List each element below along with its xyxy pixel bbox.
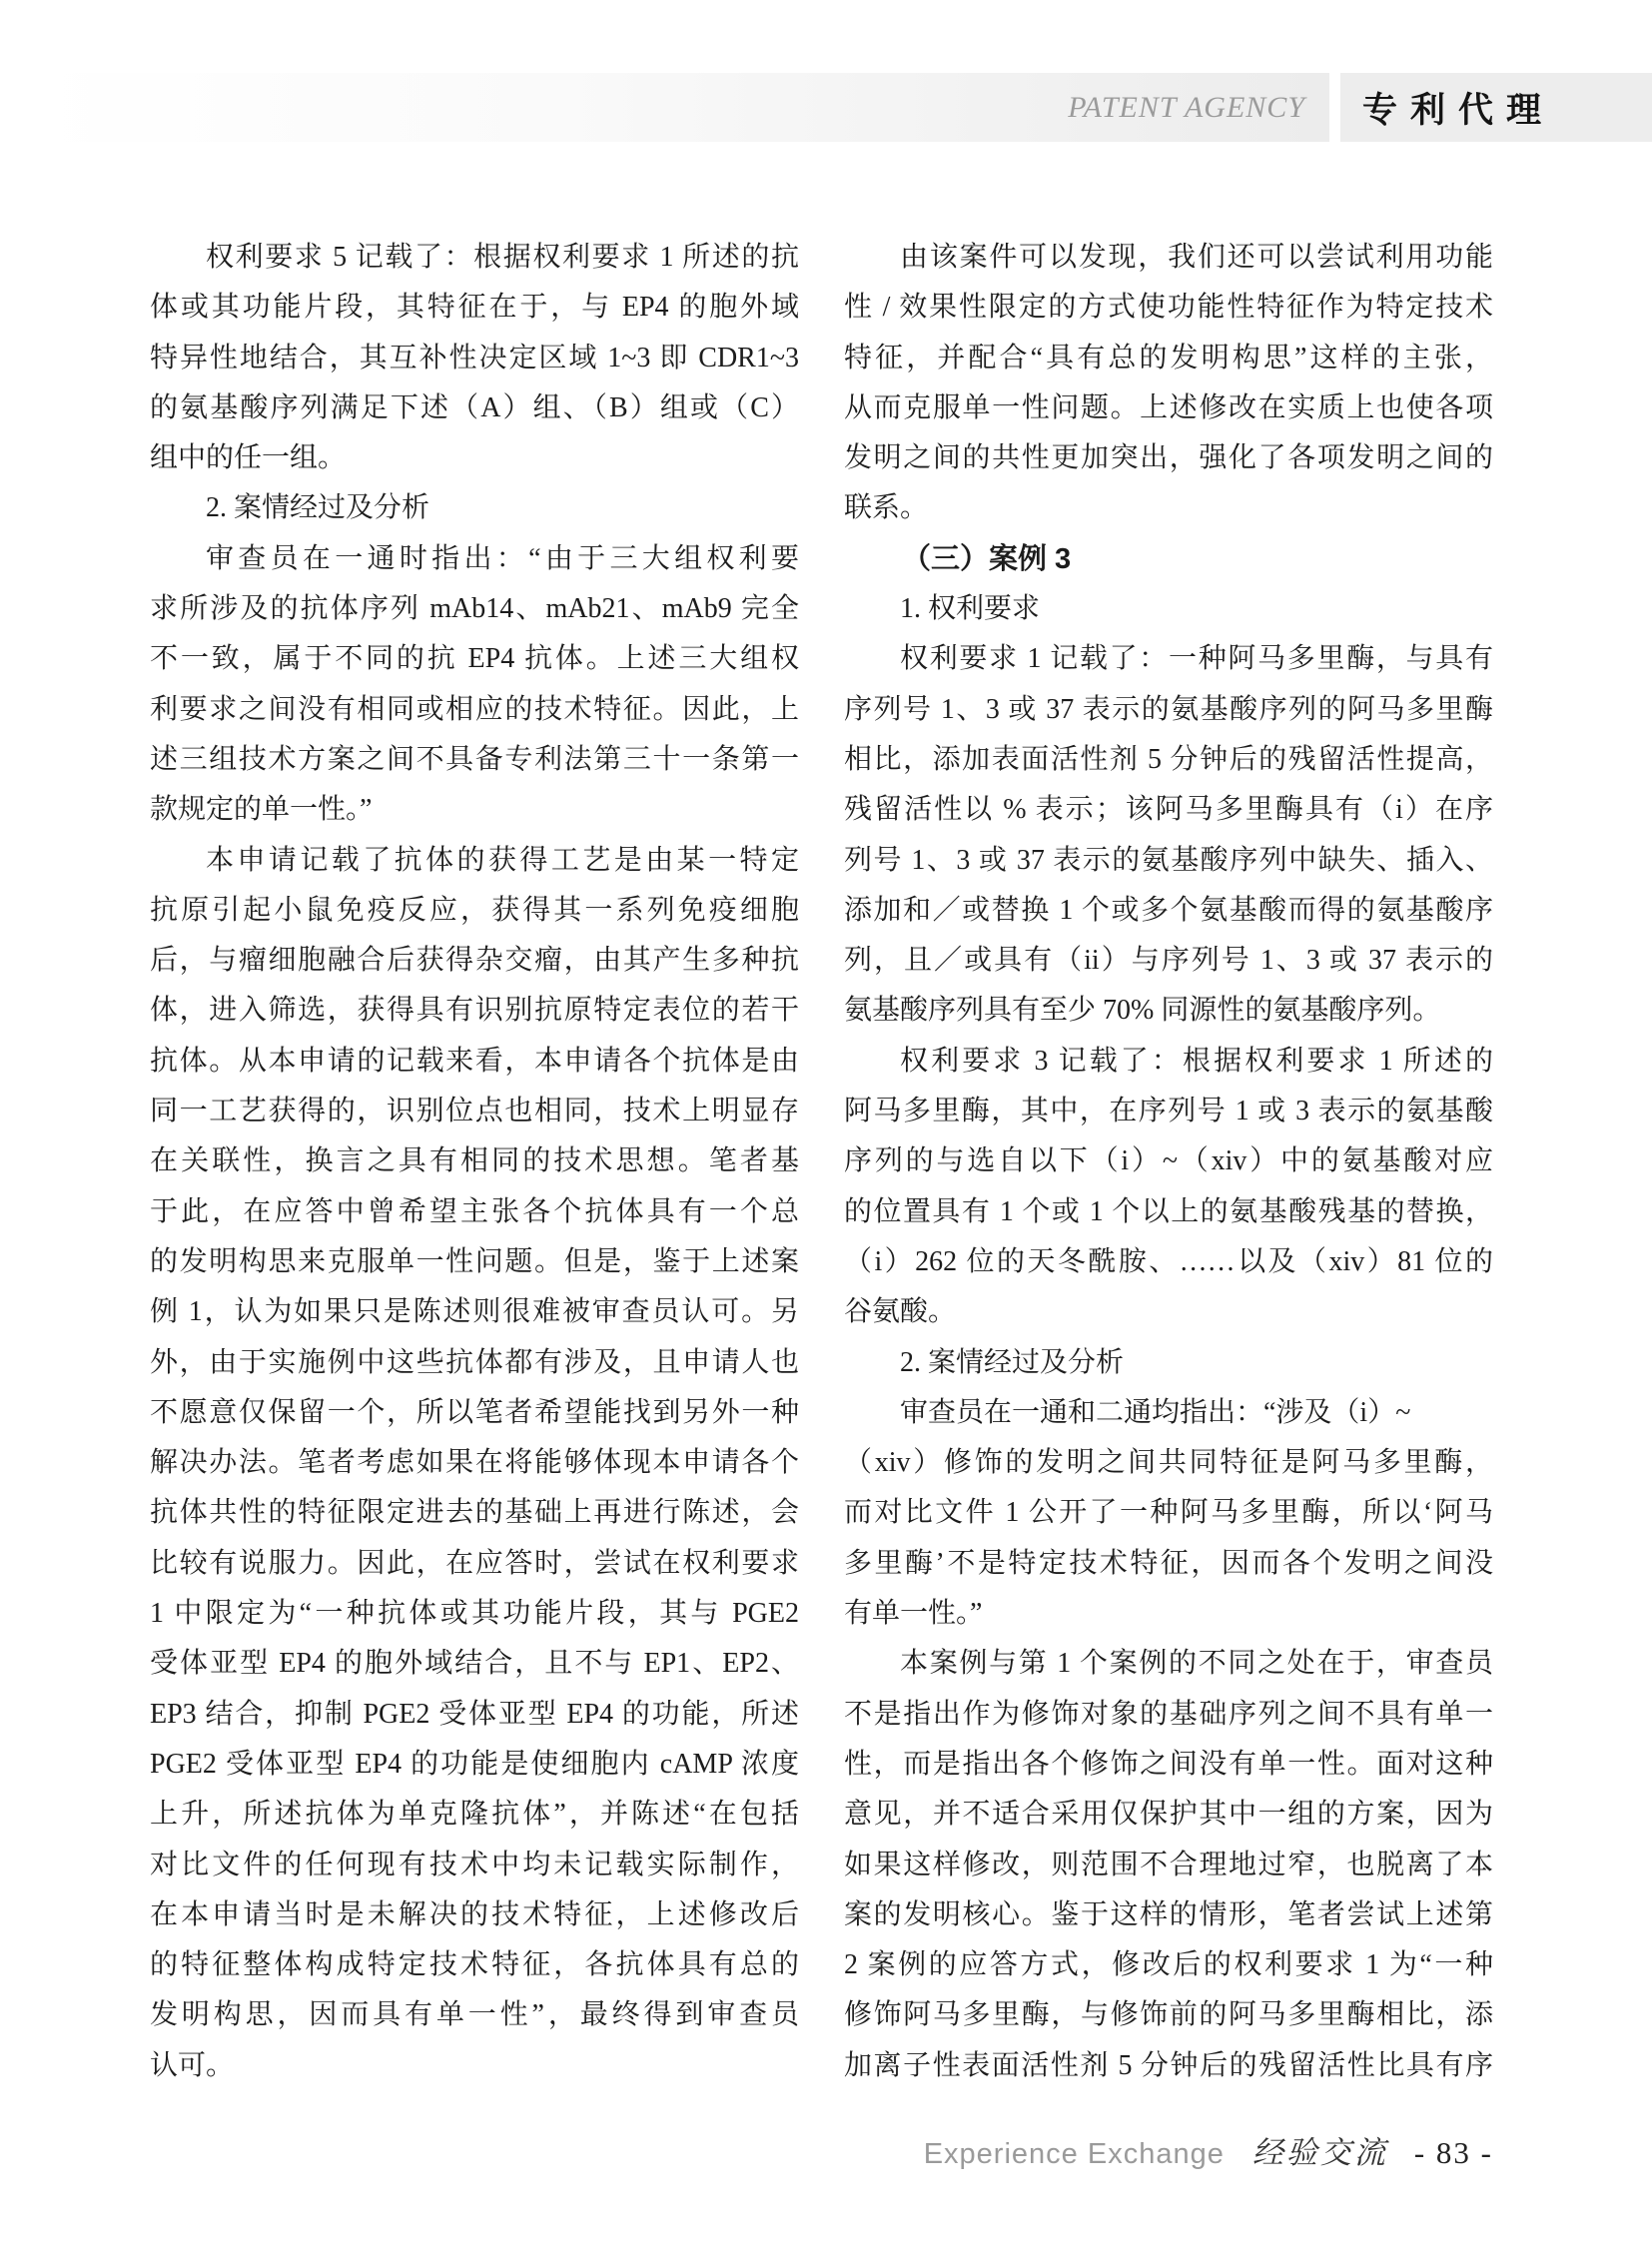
text-line: 抗体。从本申请的记载来看，本申请各个抗体是由 — [150, 1045, 799, 1077]
text-line: 相比，添加表面活性剂 5 分钟后的残留活性提高， — [844, 743, 1493, 775]
text-line: 体，进入筛选，获得具有识别抗原特定表位的若干 — [150, 995, 799, 1027]
text-line: 加离子性表面活性剂 5 分钟后的残留活性比具有序 — [844, 2049, 1493, 2081]
text-line: PGE2 受体亚型 EP4 的功能是使细胞内 cAMP 浓度 — [150, 1748, 799, 1780]
text-line: 权利要求 5 记载了：根据权利要求 1 所述的抗 — [206, 242, 799, 273]
text-line: 列，且／或具有（ii）与序列号 1、3 或 37 表示的 — [844, 945, 1493, 977]
text-line: 氨基酸序列具有至少 70% 同源性的氨基酸序列。 — [844, 995, 1441, 1027]
text-line: 1 中限定为“一种抗体或其功能片段，其与 PGE2 — [150, 1598, 799, 1630]
text-line: 权利要求 1 记载了：一种阿马多里酶，与具有 — [900, 643, 1493, 675]
text-line: 发明之间的共性更加突出，强化了各项发明之间的 — [844, 442, 1493, 474]
text-line: 而对比文件 1 公开了一种阿马多里酶，所以‘阿马 — [844, 1497, 1493, 1529]
text-line: 序列的与选自以下（i）~（xiv）中的氨基酸对应 — [844, 1145, 1493, 1177]
text-line: 同一工艺获得的，识别位点也相同，技术上明显存 — [150, 1096, 799, 1127]
text-line: 列号 1、3 或 37 表示的氨基酸序列中缺失、插入、 — [844, 844, 1493, 876]
text-line: 从而克服单一性问题。上述修改在实质上也使各项 — [844, 391, 1493, 423]
footer-english-label: Experience Exchange — [923, 2138, 1225, 2170]
text-line: 残留活性以 % 表示；该阿马多里酶具有（i）在序 — [844, 794, 1493, 826]
text-line: 2 案例的应答方式，修改后的权利要求 1 为“一种 — [844, 1949, 1493, 1981]
text-line: EP3 结合，抑制 PGE2 受体亚型 EP4 的功能，所述 — [150, 1698, 799, 1730]
text-line: 于此，在应答中曾希望主张各个抗体具有一个总 — [150, 1195, 799, 1227]
text-line: （i）262 位的天冬酰胺、……以及（xiv）81 位的 — [844, 1245, 1493, 1277]
header-english-title: PATENT AGENCY — [1068, 90, 1305, 124]
text-line: 序列号 1、3 或 37 表示的氨基酸序列的阿马多里酶 — [844, 693, 1493, 725]
article-column-right — [844, 233, 1493, 2091]
text-line: 权利要求 3 记载了：根据权利要求 1 所述的 — [900, 1045, 1493, 1077]
article-column-left — [150, 233, 799, 2091]
text-line: 添加和／或替换 1 个或多个氨基酸而得的氨基酸序 — [844, 894, 1493, 926]
text-line: 抗原引起小鼠免疫反应，获得其一系列免疫细胞 — [150, 894, 799, 926]
text-line: 修饰阿马多里酶，与修饰前的阿马多里酶相比，添 — [844, 1999, 1493, 2031]
text-line: 抗体共性的特征限定进去的基础上再进行陈述，会 — [150, 1497, 799, 1529]
text-line: 发明构思，因而具有单一性”，最终得到审查员 — [150, 1999, 799, 2031]
text-line: 例 1，认为如果只是陈述则很难被审查员认可。另 — [150, 1296, 799, 1328]
text-line: 后，与瘤细胞融合后获得杂交瘤，由其产生多种抗 — [150, 945, 799, 977]
text-line: （xiv）修饰的发明之间共同特征是阿马多里酶， — [844, 1447, 1493, 1479]
page-number: - 83 - — [1413, 2135, 1493, 2170]
text-line: 1. 权利要求 — [900, 593, 1041, 625]
text-line: 特征，并配合“具有总的发明构思”这样的主张， — [844, 342, 1493, 374]
text-line: 谷氨酸。 — [844, 1296, 957, 1328]
header-gradient-bar — [37, 73, 1329, 142]
text-line: 外，由于实施例中这些抗体都有涉及，且申请人也 — [150, 1346, 799, 1378]
text-line: 意见，并不适合采用仅保护其中一组的方案，因为 — [844, 1799, 1493, 1831]
text-line: 多里酶’不是特定技术特征，因而各个发明之间没 — [844, 1547, 1493, 1579]
text-line: 的位置具有 1 个或 1 个以上的氨基酸残基的替换， — [844, 1195, 1493, 1227]
text-line: 在关联性，换言之具有相同的技术思想。笔者基 — [150, 1145, 799, 1177]
text-line: 解决办法。笔者考虑如果在将能够体现本申请各个 — [150, 1447, 799, 1479]
text-line: 组中的任一组。 — [150, 442, 347, 474]
text-line: 的发明构思来克服单一性问题。但是，鉴于上述案 — [150, 1245, 799, 1277]
text-line: 的氨基酸序列满足下述（A）组、（B）组或（C） — [150, 391, 799, 423]
text-line: 不是指出作为修饰对象的基础序列之间不具有单一 — [844, 1698, 1493, 1730]
text-line: 在本申请当时是未解决的技术特征，上述修改后 — [150, 1898, 799, 1930]
text-line: 受体亚型 EP4 的胞外域结合，且不与 EP1、EP2、 — [150, 1648, 799, 1680]
text-line: 认可。 — [150, 2049, 235, 2081]
text-line: 对比文件的任何现有技术中均未记载实际制作， — [150, 1849, 799, 1880]
text-line: 本申请记载了抗体的获得工艺是由某一特定 — [206, 844, 799, 876]
header-section-title: 专利代理 — [1362, 90, 1555, 130]
text-line: （三）案例 3 — [902, 542, 1072, 575]
text-line: 由该案件可以发现，我们还可以尝试利用功能 — [900, 242, 1493, 273]
text-line: 上升，所述抗体为单克隆抗体”，并陈述“在包括 — [150, 1799, 799, 1831]
text-line: 述三组技术方案之间不具备专利法第三十一条第一 — [150, 743, 799, 775]
text-line: 不一致，属于不同的抗 EP4 抗体。上述三大组权 — [150, 643, 799, 675]
text-line: 性，而是指出各个修饰之间没有单一性。面对这种 — [844, 1748, 1493, 1780]
footer-chinese-label: 经验交流 — [1251, 2135, 1388, 2170]
text-line: 求所涉及的抗体序列 mAb14、mAb21、mAb9 完全 — [150, 593, 799, 625]
text-line: 特异性地结合，其互补性决定区域 1~3 即 CDR1~3 — [150, 342, 799, 374]
text-line: 联系。 — [844, 492, 929, 524]
text-line: 阿马多里酶，其中，在序列号 1 或 3 表示的氨基酸 — [844, 1096, 1493, 1127]
text-line: 审查员在一通和二通均指出：“涉及（i）~ — [900, 1396, 1411, 1428]
text-line: 不愿意仅保留一个，所以笔者希望能找到另外一种 — [150, 1396, 799, 1428]
text-line: 审查员在一通时指出：“由于三大组权利要 — [206, 542, 799, 574]
text-line: 体或其功能片段，其特征在于，与 EP4 的胞外域 — [150, 292, 799, 324]
text-line: 性 / 效果性限定的方式使功能性特征作为特定技术 — [844, 292, 1493, 324]
text-line: 2. 案情经过及分析 — [206, 492, 430, 524]
text-line: 如果这样修改，则范围不合理地过窄，也脱离了本 — [844, 1849, 1493, 1880]
header-section-box — [1340, 73, 1652, 142]
text-line: 案的发明核心。鉴于这样的情形，笔者尝试上述第 — [844, 1898, 1493, 1930]
text-line: 有单一性。” — [844, 1598, 983, 1630]
text-line: 款规定的单一性。” — [150, 794, 373, 826]
page-footer — [844, 2127, 1493, 2172]
text-line: 利要求之间没有相同或相应的技术特征。因此，上 — [150, 693, 799, 725]
text-line: 的特征整体构成特定技术特征，各抗体具有总的 — [150, 1949, 799, 1981]
text-line: 比较有说服力。因此，在应答时，尝试在权利要求 — [150, 1547, 799, 1579]
text-line: 2. 案情经过及分析 — [900, 1346, 1125, 1378]
text-line: 本案例与第 1 个案例的不同之处在于，审查员 — [900, 1648, 1493, 1680]
